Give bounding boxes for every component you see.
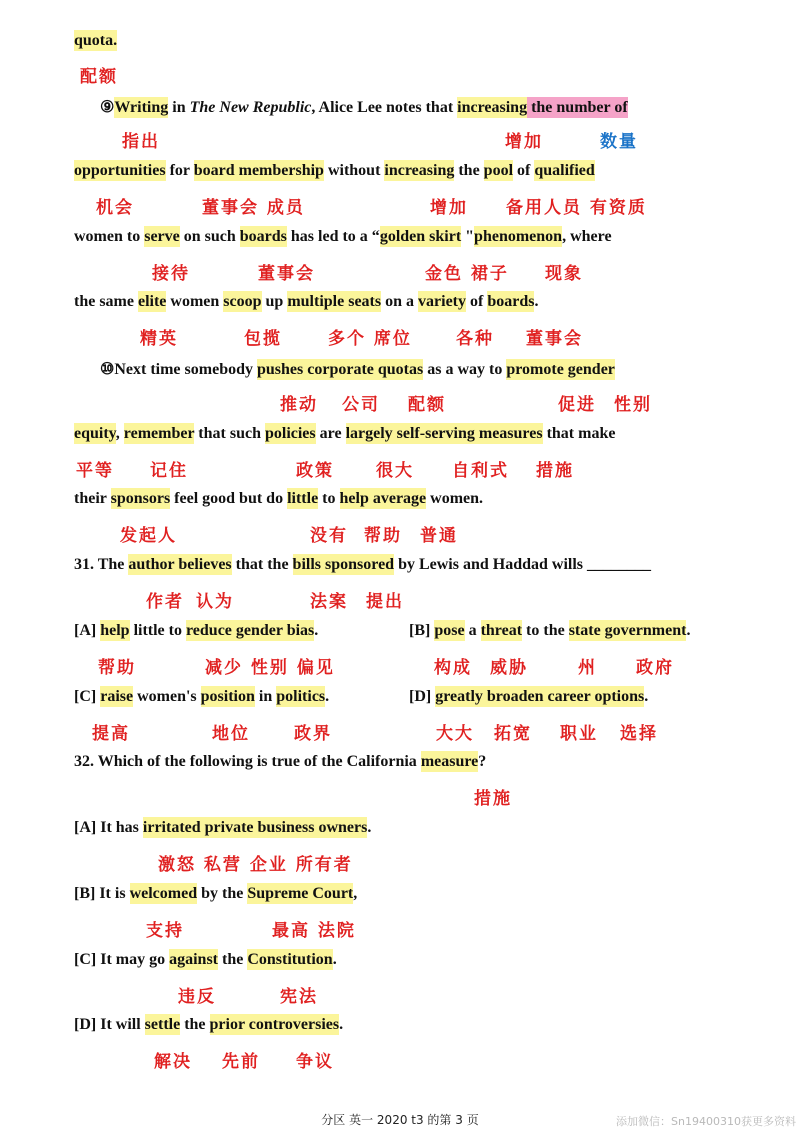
annotation-tichu: 提出 (366, 592, 404, 612)
annotation-cuoshi: 措施 (536, 461, 574, 481)
para9-line2: opportunities for board membership without increasing the pool of qualified (74, 162, 595, 179)
annotation-tuokuan: 拓宽 (494, 724, 532, 744)
annotation-zhengyi: 争议 (296, 1052, 334, 1072)
annotation-dongshihui: 董事会 (258, 264, 315, 284)
annotation-faqiren: 发起人 (120, 526, 177, 546)
annotation-xianqian: 先前 (222, 1052, 260, 1072)
annotation-jihui: 机会 (96, 198, 134, 218)
para9-line3: women to serve on such boards has led to a “golden skirt "phenomenon, where (74, 228, 612, 245)
annotation-zhengjie: 政界 (294, 724, 332, 744)
annotation-jiedai: 接待 (152, 264, 190, 284)
question-32: 32. Which of the following is true of the California measure? (74, 753, 487, 770)
annotation-peie: 配额 (408, 395, 446, 415)
para10-line3: their sponsors feel good but do little to help average women. (74, 490, 484, 507)
annotation-jiejue: 解决 (154, 1052, 192, 1072)
annotation-xuanze: 选择 (620, 724, 658, 744)
annotation-zhiye: 职业 (560, 724, 598, 744)
question-31: 31. The author believes that the bills sponsored by Lewis and Haddad wills ________ (74, 556, 652, 573)
q32-option-d[interactable]: [D] It will settle the prior controversies. (74, 1016, 344, 1033)
annotation-dongshihui2: 董事会 (526, 329, 583, 349)
annotation-bangzhu-a: 帮助 (98, 658, 136, 678)
q32-option-a[interactable]: [A] It has irritated private business owners. (74, 819, 372, 836)
annotation-zhou: 州 (578, 658, 597, 678)
annotation-zengjia: 增加 (505, 132, 543, 152)
annotation-weixie: 威胁 (490, 658, 528, 678)
annotation-jinse: 金色 裙子 (425, 264, 509, 284)
annotation-xingbie: 性别 (614, 395, 652, 415)
watermark-text: 添加微信：Sn19400310获更多资料 (616, 1115, 796, 1128)
annotation-renwei: 认为 (196, 592, 234, 612)
annotation-duoge: 多个 席位 (328, 329, 412, 349)
para10-line2: equity, remember that such policies are largely self-serving measures that make (74, 425, 616, 442)
annotation-beiyong: 备用人员 有资质 (506, 198, 647, 218)
annotation-tuidong: 推动 (280, 395, 318, 415)
q31-option-d[interactable]: [D] greatly broaden career options. (409, 688, 649, 705)
annotation-gezhong: 各种 (456, 329, 494, 349)
annotation-gongsi: 公司 (342, 395, 380, 415)
annotation-goucheng: 构成 (434, 658, 472, 678)
annotation-cuoshi-q32: 措施 (474, 789, 512, 809)
page-footer: 分区 英一 2020 t3 的第 3 页 (321, 1113, 479, 1127)
annotation-baolan: 包揽 (244, 329, 282, 349)
annotation-zengjia2: 增加 (430, 198, 468, 218)
para9-line1: ⑨Writing in The New Republic, Alice Lee notes that increasing the number of (100, 99, 628, 116)
annotation-zhengce: 政策 (296, 461, 334, 481)
annotation-diwei: 地位 (212, 724, 250, 744)
annotation-putong: 普通 (420, 526, 458, 546)
q31-option-b[interactable]: [B] pose a threat to the state government. (409, 622, 691, 639)
q31-option-a[interactable]: [A] help little to reduce gender bias. (74, 622, 319, 639)
annotation-weifan: 违反 (178, 987, 216, 1007)
annotation-xianxiang: 现象 (545, 264, 583, 284)
annotation-tigao: 提高 (92, 724, 130, 744)
annotation-jianshao: 减少 性别 偏见 (205, 658, 335, 678)
annotation-zhengfu: 政府 (636, 658, 674, 678)
annotation-cujin: 促进 (558, 395, 596, 415)
annotation-jingying: 精英 (140, 329, 178, 349)
annotation-faan: 法案 (310, 592, 348, 612)
annotation-bangzhu: 帮助 (364, 526, 402, 546)
annotation-henda: 很大 (376, 461, 414, 481)
annotation-meiyou: 没有 (310, 526, 348, 546)
annotation-peie: 配额 (80, 67, 118, 87)
word-quota: quota. (74, 32, 118, 49)
annotation-shuliang: 数量 (600, 132, 638, 152)
annotation-zuozhe: 作者 (146, 592, 184, 612)
annotation-xianfa: 宪法 (280, 987, 318, 1007)
q31-option-c[interactable]: [C] raise women's position in politics. (74, 688, 330, 705)
para10-line1: ⑩Next time somebody pushes corporate quotas as a way to promote gender (100, 361, 615, 378)
annotation-dada: 大大 (436, 724, 474, 744)
annotation-pingdeng: 平等 (76, 461, 114, 481)
q32-option-b[interactable]: [B] It is welcomed by the Supreme Court, (74, 885, 358, 902)
annotation-zilishi: 自利式 (452, 461, 509, 481)
para9-line4: the same elite women scoop up multiple seats on a variety of boards. (74, 293, 539, 310)
annotation-dongshihui-chengyuan: 董事会 成员 (202, 198, 305, 218)
annotation-zhichu: 指出 (122, 132, 160, 152)
annotation-q32-a: 激怒 私营 企业 所有者 (158, 855, 353, 875)
q32-option-c[interactable]: [C] It may go against the Constitution. (74, 951, 337, 968)
annotation-zuigao-fayuan: 最高 法院 (272, 921, 356, 941)
annotation-jizhu: 记住 (150, 461, 188, 481)
annotation-zhichi: 支持 (146, 921, 184, 941)
